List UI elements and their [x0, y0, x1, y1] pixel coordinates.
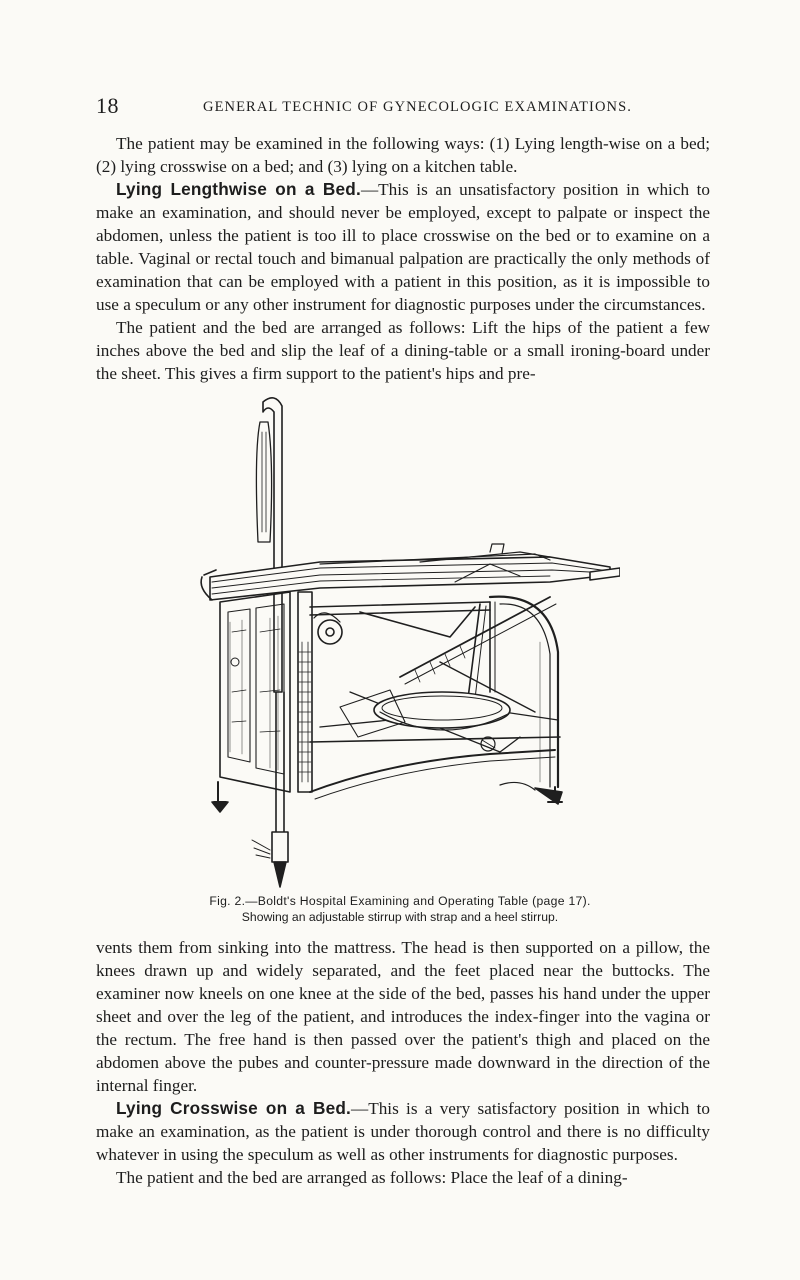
paragraph-intro: The patient may be examined in the following ways: (1) Lying length-wise on a bed; (2) lying crosswise on a bed; and (3) lying on a kitchen table.: [96, 134, 710, 176]
body-text-top: [96, 132, 710, 385]
figure-caption-title: Fig. 2.—Boldt's Hospital Examining and Operating Table (page 17).: [209, 894, 591, 908]
pillar-rack: [298, 592, 342, 792]
paragraph-arrangement: The patient and the bed are arranged as follows: Lift the hips of the patient a few inches above the bed and slip the leaf of a dining-table or a small ironing-board under the sheet. This gives a firm support to the patient's hips and pre-: [96, 318, 710, 383]
paragraph-lengthwise: [96, 178, 710, 316]
paragraph-continuation: vents them from sinking into the mattress. The head is then supported on a pillow, the knees drawn up and widely separated, and the feet placed near the buttocks. The examiner now kneels on one knee at the side of the bed, passes his hand under the upper sheet and over the leg of the patient, and introduces the index-finger into the vagina or the rectum. The free hand is then passed over the patient's thigh and placed on the abdomen above the pubes and counter-pressure made downward in the direction of the internal finger.: [96, 938, 710, 1095]
section-heading-crosswise: Lying Crosswise on a Bed.: [116, 1098, 352, 1118]
examining-table-illustration: [190, 392, 620, 892]
figure-examining-table: [190, 392, 620, 892]
page-number: 18: [96, 93, 119, 118]
paragraph-lengthwise-text: —This is an unsatisfactory position in which to make an examination, and should never be employed, except to palpate or inspect the abdomen, unless the patient is too ill to place crosswise on the bed or to examine on a table. Vaginal or rectal touch and bimanual palpation are practically the only methods of examination that can be employed with a patient in this position, as it is impossible to use a speculum or any other instrument for diagnostic purposes under the circumstances.: [96, 180, 710, 314]
figure-caption-description: Showing an adjustable stirrup with strap and a heel stirrup.: [241, 910, 559, 924]
irrigation-basin: [340, 690, 510, 751]
paragraph-crosswise: [96, 1097, 710, 1166]
paragraph-crosswise-arrangement: The patient and the bed are arranged as follows: Place the leaf of a dining-: [116, 1168, 628, 1187]
paragraph-crosswise-text: —This is a very satisfactory position in which to make an examination, as the patient is under thorough control and there is no difficulty whatever in using the speculum as well as other instruments for diagnostic purposes.: [96, 1099, 710, 1164]
running-head: GENERAL TECHNIC OF GYNECOLOGIC EXAMINATIONS.: [203, 99, 633, 115]
table-top: [201, 544, 620, 600]
leg-rest: [350, 597, 556, 752]
body-text-bottom: [96, 936, 710, 1189]
section-heading-lengthwise: Lying Lengthwise on a Bed.: [116, 179, 361, 199]
